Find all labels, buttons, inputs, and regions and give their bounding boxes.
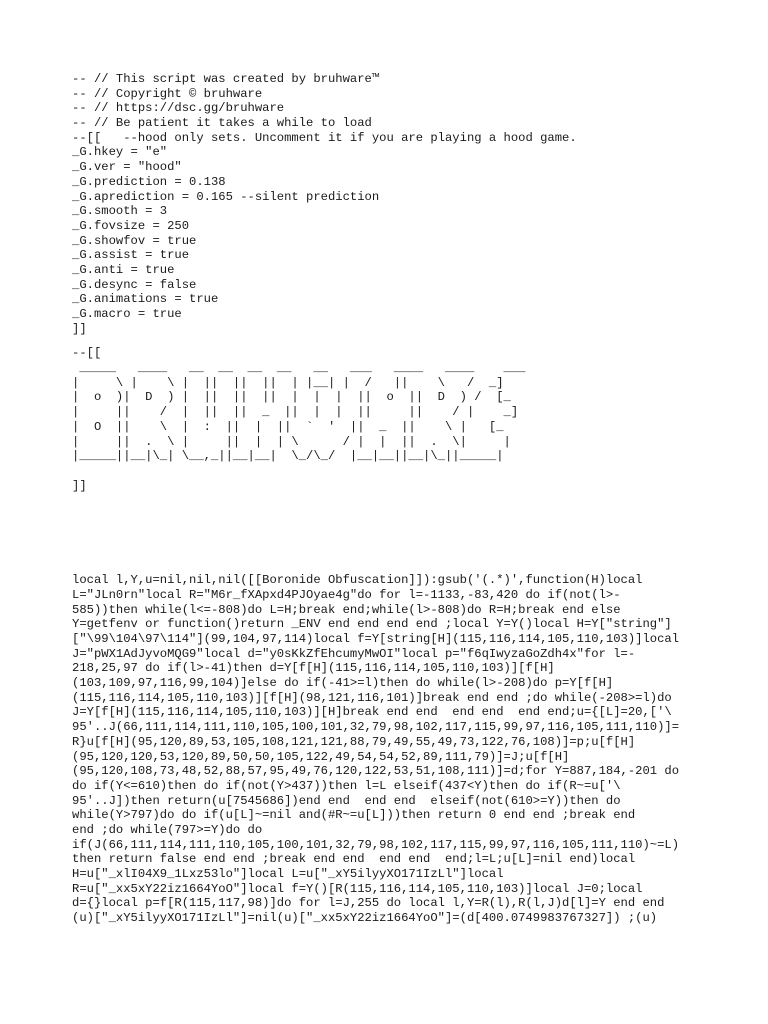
code-line: (115,116,114,105,110,103)][f[H](98,121,116,101)]break end end ;do while(-208>=l)do — [72, 690, 672, 705]
header-line: --[[ --hood only sets. Uncomment it if you are playing a hood game. — [72, 130, 577, 145]
header-line: _G.fovsize = 250 — [72, 218, 190, 233]
code-line: H=u["_xlI04X9_1Lxz53lo"]local L=u["_xY5ilyyXO171IzLl"]local — [72, 867, 504, 881]
header-line: _G.prediction = 0.138 — [72, 174, 226, 189]
header-line: _G.anti = true — [72, 262, 175, 277]
ascii-art-line: _____ ____ __ __ __ __ __ ___ ____ ____ ___ — [72, 361, 526, 376]
ascii-art-line: --[[ — [72, 346, 102, 361]
ascii-art-line: | || . \ | || | | \ / | | || . \| | — [72, 434, 511, 449]
header-line: -- // This script was created by bruhware™ — [72, 72, 380, 86]
code-line: Y=getfenv or function()return _ENV end end end end ;local Y=Y()local H=Y["string"] — [72, 617, 672, 632]
ascii-art-line: | \ | \ | || || || | |__| | / || \ / _] — [72, 375, 504, 390]
code-line: (103,109,97,116,99,104)]else do if(-41>=l)then do while(l>-208)do p=Y[f[H] — [72, 676, 614, 691]
code-line: (u)["_xY5ilyyXO171IzLl"]=nil(u)["_xx5xY22iz1664YoO"]=(d[400.0749983767327]) ;(u) — [72, 911, 658, 926]
ascii-art-line: | O || \ | : || | || ` ' || _ || \ | [_ — [72, 419, 504, 434]
header-line: _G.hkey = "e" — [72, 145, 168, 160]
header-line: _G.smooth = 3 — [72, 204, 168, 219]
code-line: 95'..J(66,111,114,111,110,105,100,101,32,79,98,102,117,115,99,97,116,105,111,110)]= — [72, 720, 680, 735]
code-line: d={}local p=f[R(115,117,98)]do for l=J,255 do local l,Y=R(l),R(l,J)d[l]=Y end end — [72, 896, 665, 911]
code-line: 218,25,97 do if(l>-41)then d=Y[f[H](115,116,114,105,110,103)][f[H] — [72, 661, 555, 676]
header-line: _G.macro = true — [72, 307, 182, 321]
header-line: _G.showfov = true — [72, 233, 197, 248]
code-line: L="JLn0rn"local R="M6r_fXApxd4PJOyae4g"do for l=-1133,-83,420 do if(not(l>- — [72, 587, 621, 602]
ascii-art-line: | o )| D ) | || || || | | | || o || D ) / [_ — [72, 390, 511, 405]
code-line: do if(Y<=610)then do if(not(Y>437))then l=L elseif(437<Y)then do if(R~=u['\ — [72, 778, 621, 793]
header-line: ]] — [72, 321, 87, 336]
code-line: ["\99\104\97\114"](99,104,97,114)local f=Y[string[H](115,116,114,105,110,103)]local — [72, 632, 680, 646]
code-line: while(Y>797)do do if(u[L]~=nil and(#R~=u[L]))then return 0 end end ;break end — [72, 808, 636, 823]
ascii-art-line: ]] — [72, 478, 87, 493]
code-line: R}u[f[H](95,120,89,53,105,108,121,121,88,79,49,55,49,73,122,76,108)]=p;u[f[H] — [72, 734, 636, 749]
ascii-art-line — [72, 464, 712, 479]
header-line: _G.assist = true — [72, 248, 190, 263]
code-line: end ;do while(797>=Y)do do — [72, 822, 263, 837]
ascii-art-banner — [72, 346, 712, 493]
document-page — [72, 72, 712, 926]
ascii-art-line: | || / | || || _ || | | || || / | _] — [72, 405, 519, 420]
code-line: J=Y[f[H](115,116,114,105,110,103)][H]break end end end end end end;u={[L]=20,['\ — [72, 705, 672, 720]
ascii-art-line: |_____||__|\_| \__,_||__|__| \_/\_/ |__|__||__|\_||_____| — [72, 449, 504, 464]
code-line: 585))then while(l<=-808)do L=H;break end;while(l>-808)do R=H;break end else — [72, 602, 621, 617]
header-line: _G.ver = "hood" — [72, 160, 182, 175]
script-header-comments — [72, 72, 712, 336]
code-line: 95'..J])then return(u[7545686])end end end end elseif(not(610>=Y))then do — [72, 793, 621, 808]
header-line: -- // Copyright © bruhware — [72, 86, 263, 101]
code-line: (95,120,120,53,120,89,50,50,105,122,49,54,54,52,89,111,79)]=J;u[f[H] — [72, 749, 570, 764]
code-line: (95,120,108,73,48,52,88,57,95,49,76,120,122,53,51,108,111)]=d;for Y=887,184,-201 do — [72, 764, 680, 779]
code-line: J="pWX1AdJyvoMQG9"local d="y0sKkZfEhcumyMwOI"local p="f6qIwyzaGoZdh4x"for l=- — [72, 646, 636, 661]
code-line: then return false end end ;break end end end end end;l=L;u[L]=nil end)local — [72, 852, 636, 867]
code-line: R=u["_xx5xY22iz1664YoO"]local f=Y()[R(115,116,114,105,110,103)]local J=0;local — [72, 881, 643, 896]
header-line: _G.desync = false — [72, 277, 197, 292]
obfuscated-code — [72, 573, 712, 926]
header-line: _G.animations = true — [72, 292, 219, 307]
header-line: -- // https://dsc.gg/bruhware — [72, 101, 285, 116]
code-line: if(J(66,111,114,111,110,105,100,101,32,79,98,102,117,115,99,97,116,105,111,110)~=L) — [72, 837, 680, 852]
code-line: local l,Y,u=nil,nil,nil([[Boronide Obfuscation]]):gsub('(.*)',function(H)local — [72, 573, 643, 588]
header-line: _G.aprediction = 0.165 --silent prediction — [72, 189, 380, 204]
header-line: -- // Be patient it takes a while to load — [72, 116, 372, 131]
